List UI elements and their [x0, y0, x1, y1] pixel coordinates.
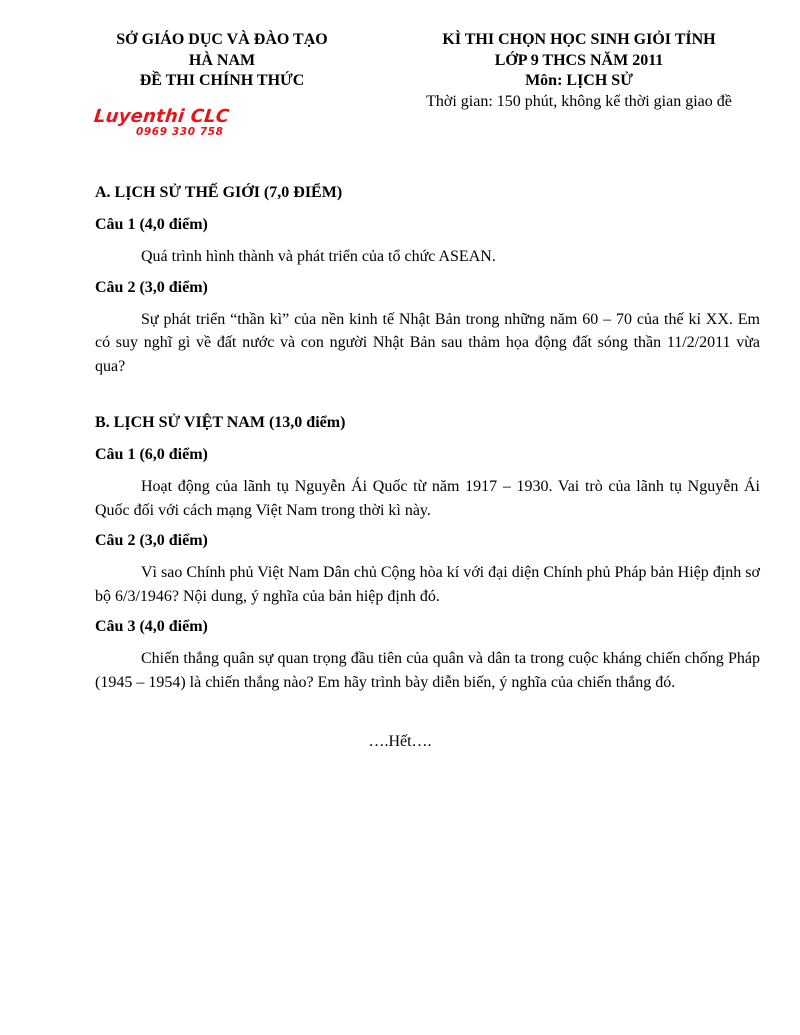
exam-name: KÌ THI CHỌN HỌC SINH GIỎI TỈNH: [442, 31, 716, 48]
issuer-province: HÀ NAM: [188, 51, 256, 69]
exam-subject: Môn: LỊCH SỬ: [525, 72, 633, 89]
watermark-stamp: [94, 108, 254, 138]
stamp-name: Luyenthi CLC: [92, 106, 231, 127]
question-a2-text: Sự phát triển “thần kì” của nền kinh tế Nhật Bản trong những năm 60 – 70 của thế kỉ XX. Em có suy nghĩ gì về đất nước và con người Nhật Bản sau thảm họa động đất sóng thần 11/2/2011 vừa qua?: [95, 310, 760, 375]
exam-info-block: [398, 30, 760, 112]
exam-time: Thời gian: 150 phút, không kể thời gian giao đề: [426, 92, 732, 110]
stamp-phone: 0969 330 758: [136, 126, 224, 138]
official-exam-label: ĐỀ THI CHÍNH THỨC: [139, 72, 305, 89]
section-b-title: B. LỊCH SỬ VIỆT NAM (13,0 điểm): [95, 414, 346, 431]
question-a2-label: Câu 2 (3,0 điểm): [95, 278, 208, 296]
question-b2-label: Câu 2 (3,0 điểm): [95, 532, 208, 549]
issuer-block: [92, 30, 352, 92]
question-a1-text: Quá trình hình thành và phát triển của tổ chức ASEAN.: [141, 248, 496, 265]
question-b1-text: Hoạt động của lãnh tụ Nguyễn Ái Quốc từ năm 1917 – 1930. Vai trò của lãnh tụ Nguyễn Ái Quốc đối với cách mạng Việt Nam trong thời kì này.: [95, 478, 760, 519]
question-b1-label: Câu 1 (6,0 điểm): [95, 446, 208, 463]
issuer-department: SỞ GIÁO DỤC VÀ ĐÀO TẠO: [116, 31, 328, 48]
question-b2-text: Vì sao Chính phủ Việt Nam Dân chủ Cộng hòa kí với đại diện Chính phủ Pháp bản Hiệp định sơ bộ 6/3/1946? Nội dung, ý nghĩa của bản hiệp định đó.: [95, 564, 760, 605]
question-a1-label: Câu 1 (4,0 điểm): [95, 216, 208, 233]
question-b3-text: Chiến thắng quân sự quan trọng đầu tiên của quân và dân ta trong cuộc kháng chiến chống Pháp (1945 – 1954) là chiến thắng nào? Em hãy trình bày diễn biến, ý nghĩa của chiến thắng đó.: [95, 650, 760, 691]
end-marker: ….Hết….: [368, 733, 432, 750]
question-b3-label: Câu 3 (4,0 điểm): [95, 618, 208, 635]
exam-grade-year: LỚP 9 THCS NĂM 2011: [494, 51, 664, 69]
exam-content: [95, 183, 760, 694]
section-a-title: A. LỊCH SỬ THẾ GIỚI (7,0 ĐIỂM): [95, 184, 343, 201]
